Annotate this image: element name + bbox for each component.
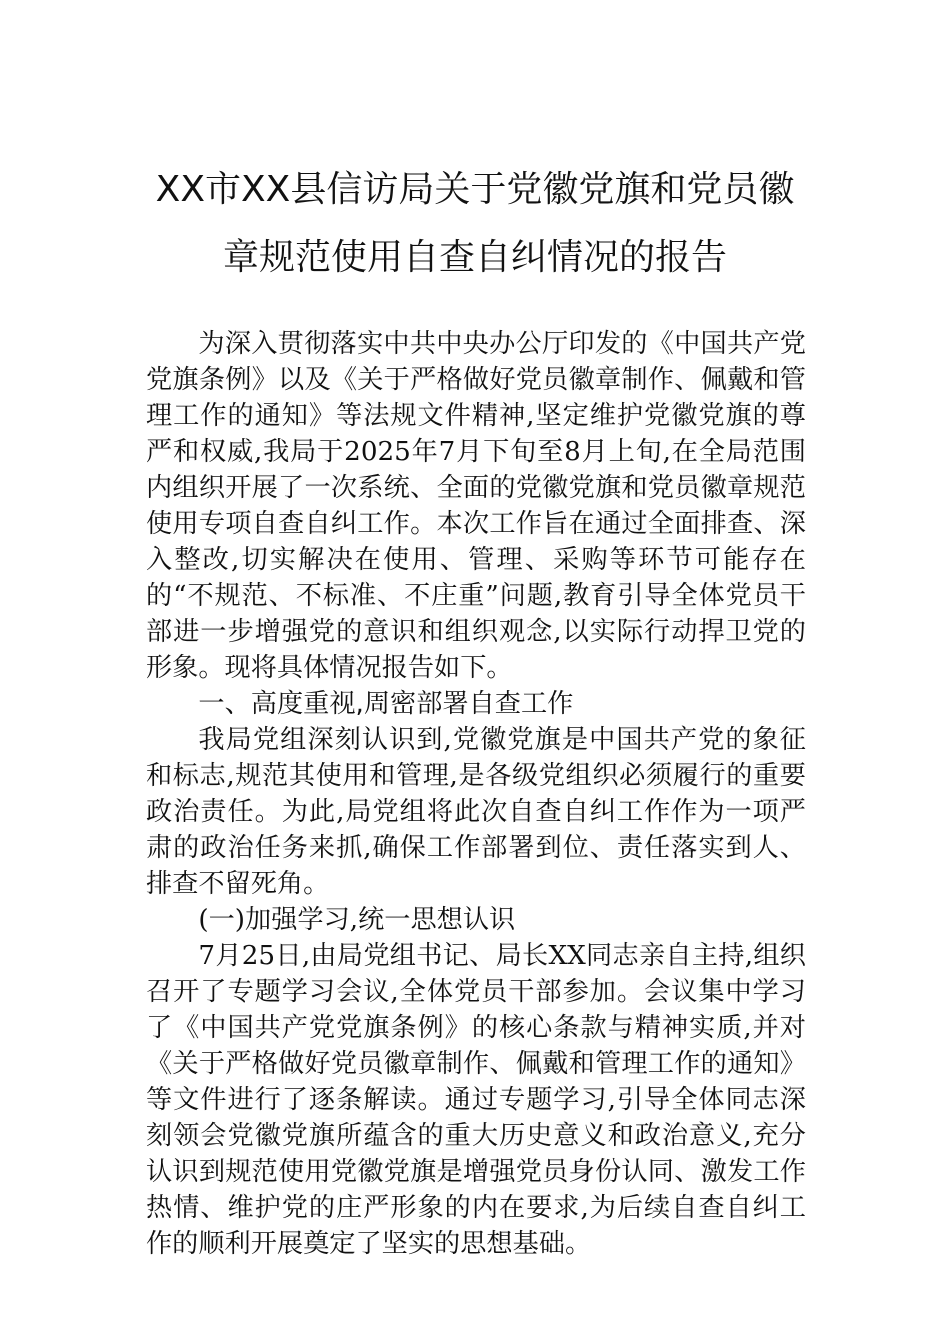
document-title-line-1: XX市XX县信访局关于党徽党旗和党员徽 xyxy=(155,169,795,210)
section-heading-1: 一、高度重视,周密部署自查工作 xyxy=(198,689,574,719)
document-title-line-2: 章规范使用自查自纠情况的报告 xyxy=(222,237,727,278)
document-body xyxy=(146,326,806,1262)
section-1-paragraph: 我局党组深刻认识到,党徽党旗是中国共产党的象征和标志,规范其使用和管理,是各级党组织必须履行的重要政治责任。为此,局党组将此次自查自纠工作作为一项严肃的政治任务来抓,确保工作部署到位、责任落实到人、排查不留死角。 xyxy=(146,725,806,899)
subsection-1-paragraph: 7月25日,由局党组书记、局长XX同志亲自主持,组织召开了专题学习会议,全体党员干部参加。会议集中学习了《中国共产党党旗条例》的核心条款与精神实质,并对《关于严格做好党员徽章制作、佩戴和管理工作的通知》等文件进行了逐条解读。通过专题学习,引导全体同志深刻领会党徽党旗所蕴含的重大历史意义和政治意义,充分认识到规范使用党徽党旗是增强党员身份认同、激发工作热情、维护党的庄严形象的内在要求,为后续自查自纠工作的顺利开展奠定了坚实的思想基础。 xyxy=(146,941,806,1259)
subsection-heading-1: (一)加强学习,统一思想认识 xyxy=(198,905,516,935)
intro-paragraph: 为深入贯彻落实中共中央办公厅印发的《中国共产党党旗条例》以及《关于严格做好党员徽章制作、佩戴和管理工作的通知》等法规文件精神,坚定维护党徽党旗的尊严和权威,我局于2025年7月下旬至8月上旬,在全局范围内组织开展了一次系统、全面的党徽党旗和党员徽章规范使用专项自查自纠工作。本次工作旨在通过全面排查、深入整改,切实解决在使用、管理、采购等环节可能存在的“不规范、不标准、不庄重”问题,教育引导全体党员干部进一步增强党的意识和组织观念,以实际行动捍卫党的形象。现将具体情况报告如下。 xyxy=(146,329,806,683)
